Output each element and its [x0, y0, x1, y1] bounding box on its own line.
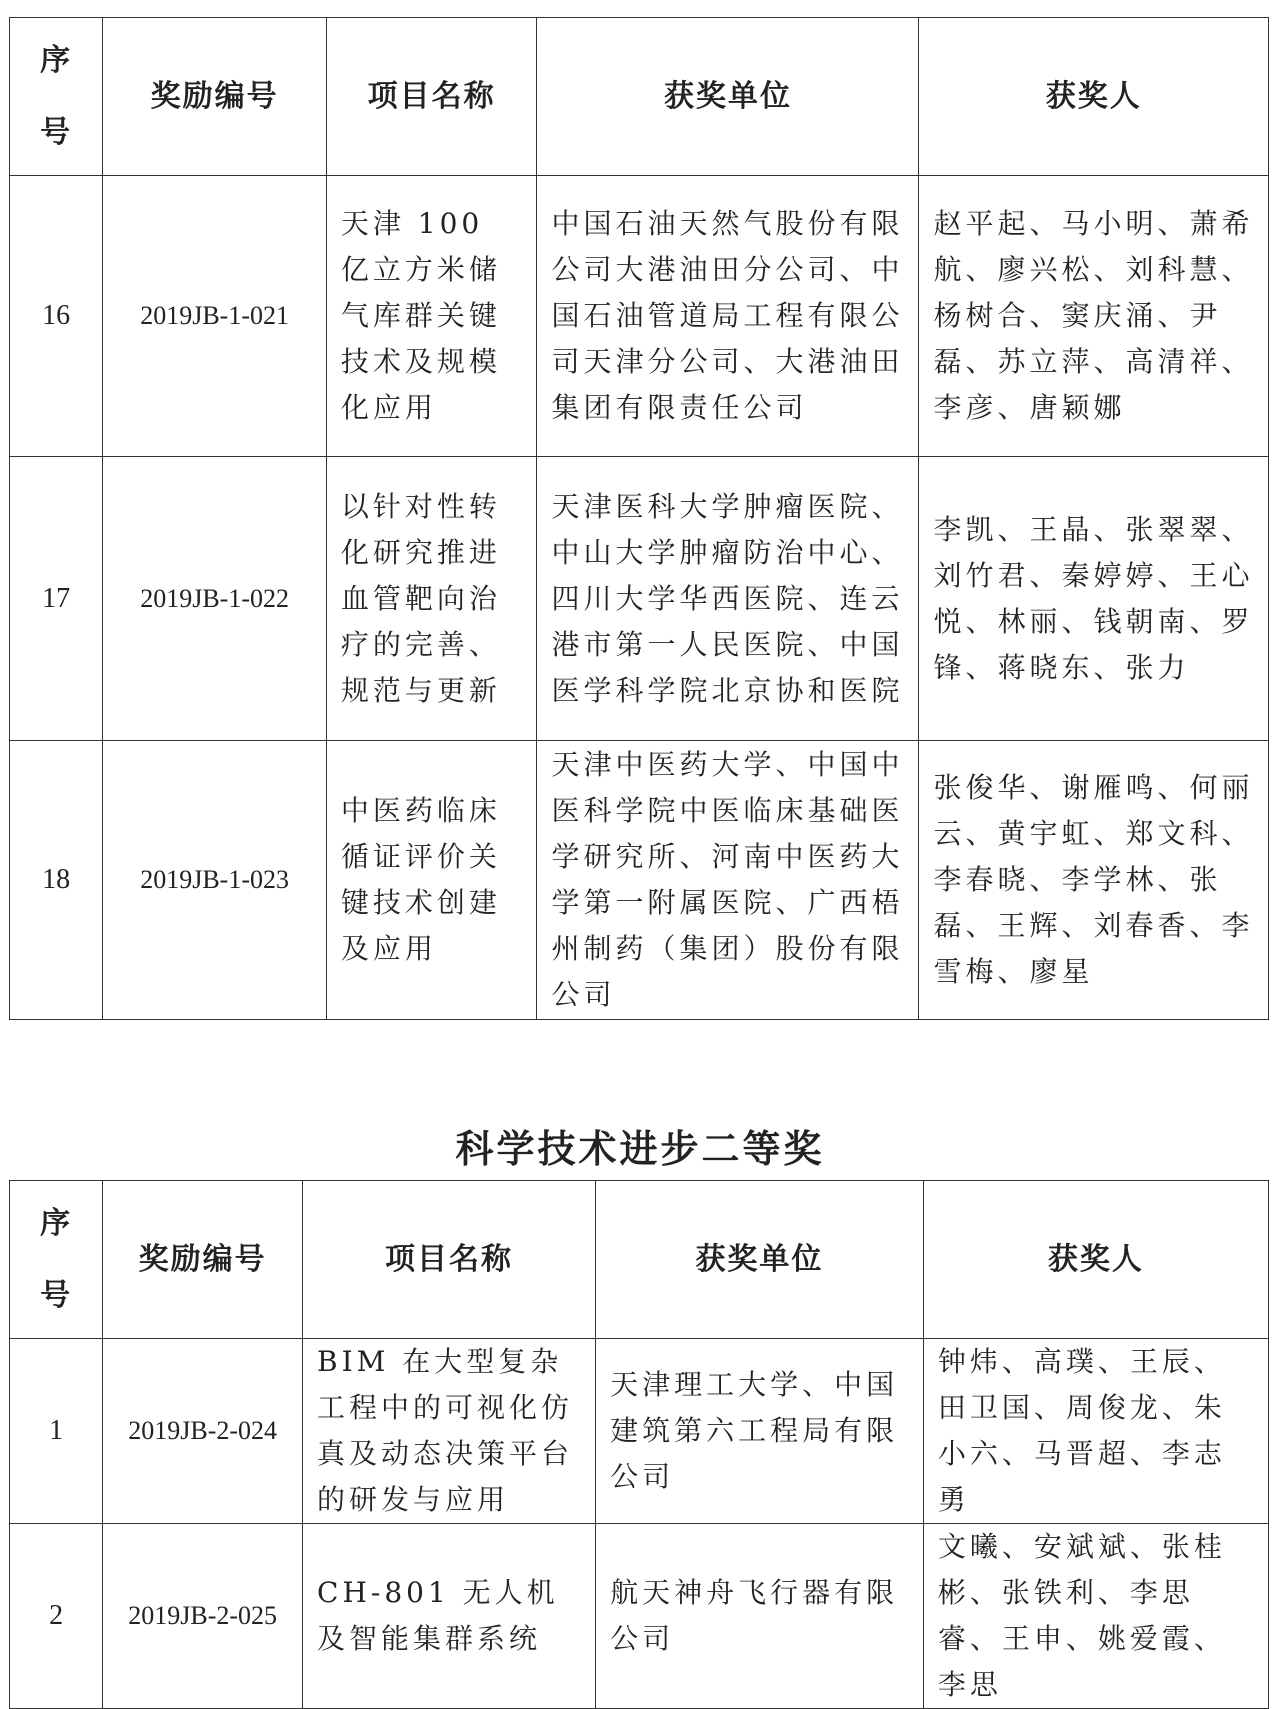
cell-seq: 16	[10, 176, 103, 457]
table-header-row	[10, 18, 1269, 176]
cell-award-no: 2019JB-1-023	[103, 741, 327, 1020]
cell-people: 赵平起、马小明、萧希航、廖兴松、刘科慧、杨树合、窦庆涌、尹磊、苏立萍、高清祥、李彦、唐颖娜	[919, 176, 1269, 457]
table-row	[10, 1524, 1269, 1709]
cell-unit: 天津中医药大学、中国中医科学院中医临床基础医学研究所、河南中医药大学第一附属医院、广西梧州制药（集团）股份有限公司	[537, 741, 919, 1020]
cell-project: 天津 100 亿立方米储气库群关键技术及规模化应用	[326, 176, 537, 457]
header-people: 获奖人	[919, 18, 1269, 176]
cell-people: 李凯、王晶、张翠翠、刘竹君、秦婷婷、王心悦、林丽、钱朝南、罗锋、蒋晓东、张力	[919, 457, 1269, 741]
table-row	[10, 176, 1269, 457]
cell-award-no: 2019JB-1-021	[103, 176, 327, 457]
cell-seq: 18	[10, 741, 103, 1020]
header-seq: 序 号	[10, 1181, 103, 1339]
table-row	[10, 457, 1269, 741]
header-award-no: 奖励编号	[103, 1181, 303, 1339]
table-header-row	[10, 1181, 1269, 1339]
header-seq: 序 号	[10, 18, 103, 176]
cell-project: BIM 在大型复杂工程中的可视化仿真及动态决策平台的研发与应用	[303, 1339, 596, 1524]
table-row	[10, 741, 1269, 1020]
award-table-first-prize	[9, 17, 1269, 1020]
cell-unit: 天津医科大学肿瘤医院、中山大学肿瘤防治中心、四川大学华西医院、连云港市第一人民医院、中国医学科学院北京协和医院	[537, 457, 919, 741]
header-project: 项目名称	[326, 18, 537, 176]
cell-award-no: 2019JB-2-024	[103, 1339, 303, 1524]
cell-seq: 2	[10, 1524, 103, 1709]
cell-unit: 中国石油天然气股份有限公司大港油田分公司、中国石油管道局工程有限公司天津分公司、大港油田集团有限责任公司	[537, 176, 919, 457]
award-table-second-prize	[9, 1180, 1269, 1709]
cell-people: 文曦、安斌斌、张桂彬、张铁利、李思睿、王申、姚爱霞、李思	[923, 1524, 1268, 1709]
header-award-no: 奖励编号	[103, 18, 327, 176]
cell-people: 张俊华、谢雁鸣、何丽云、黄宇虹、郑文科、李春晓、李学林、张磊、王辉、刘春香、李雪梅、廖星	[919, 741, 1269, 1020]
cell-seq: 1	[10, 1339, 103, 1524]
cell-project: 中医药临床循证评价关键技术创建及应用	[326, 741, 537, 1020]
table-row	[10, 1339, 1269, 1524]
section-title: 科学技术进步二等奖	[455, 1127, 825, 1171]
header-unit: 获奖单位	[596, 1181, 924, 1339]
cell-unit: 天津理工大学、中国建筑第六工程局有限公司	[596, 1339, 924, 1524]
cell-unit: 航天神舟飞行器有限公司	[596, 1524, 924, 1709]
header-project: 项目名称	[303, 1181, 596, 1339]
cell-seq: 17	[10, 457, 103, 741]
cell-people: 钟炜、高璞、王辰、田卫国、周俊龙、朱小六、马晋超、李志勇	[923, 1339, 1268, 1524]
header-people: 获奖人	[923, 1181, 1268, 1339]
cell-award-no: 2019JB-1-022	[103, 457, 327, 741]
cell-project: 以针对性转化研究推进血管靶向治疗的完善、规范与更新	[326, 457, 537, 741]
cell-project: CH-801 无人机及智能集群系统	[303, 1524, 596, 1709]
cell-award-no: 2019JB-2-025	[103, 1524, 303, 1709]
header-unit: 获奖单位	[537, 18, 919, 176]
